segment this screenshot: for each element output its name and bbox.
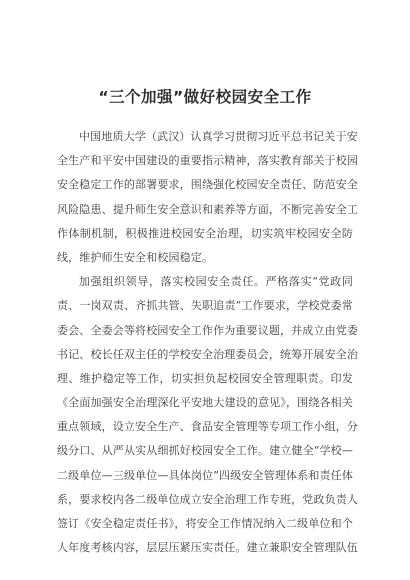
paragraph-line: 系，要求校内各二级单位成立安全治理工作专班，党政负责人	[57, 492, 359, 506]
paragraph-line: 签订《安全稳定责任书》，将安全工作情况纳入二级单位和个	[57, 517, 353, 530]
paragraph-line: 重点领域，设立安全生产、食品安全管理等专项工作小组，分	[57, 420, 359, 434]
paragraph-line: 责、一岗双责、齐抓共管、失职追责”工作要求，学校党委常	[57, 299, 353, 313]
paragraph-2	[57, 270, 359, 560]
paragraph-line: 书记、校长任双主任的学校安全治理委员会，统筹开展安全治	[57, 347, 359, 361]
paragraph-line: 加强组织领导，落实校园安全责任。严格落实“党政同	[79, 275, 353, 289]
paragraph-line: 《全面加强安全治理深化平安地大建设的意见》，围绕各相关	[57, 396, 353, 410]
paragraph-line: 风险隐患、提升师生安全意识和素养等方面，不断完善安全工	[57, 202, 359, 216]
document-title: “三个加强”做好校园安全工作	[98, 88, 312, 106]
document-body	[57, 125, 359, 560]
paragraph-line: 中国地质大学（武汉）认真学习贯彻习近平总书记关于安	[79, 130, 358, 143]
paragraph-line: 二级单位—三级单位—具体岗位”四级安全管理体系和责任体	[57, 468, 353, 482]
paragraph-line: 作体制机制，积极推进校园安全治理，切实筑牢校园安全防	[57, 226, 353, 240]
paragraph-1	[57, 125, 359, 270]
paragraph-line: 全生产和平安中国建设的重要指示精神，落实教育部关于校园	[57, 154, 359, 168]
paragraph-line: 线，维护师生安全和校园稳定。	[57, 250, 214, 264]
paragraph-line: 委会、全委会等将校园安全工作作为重要议题，并成立由党委	[57, 323, 359, 337]
paragraph-line: 理、维护稳定等工作，切实担负起校园安全管理职责。印发	[57, 371, 353, 385]
paragraph-line: 安全稳定工作的部署要求，围绕强化校园安全责任、防范安全	[57, 178, 359, 192]
paragraph-line: 级分口、从严从实从细抓好校园安全工作。建立健全“学校—	[57, 444, 353, 458]
paragraph-line: 人年度考核内容，层层压紧压实责任。建立兼职安全管理队伍	[57, 541, 359, 555]
